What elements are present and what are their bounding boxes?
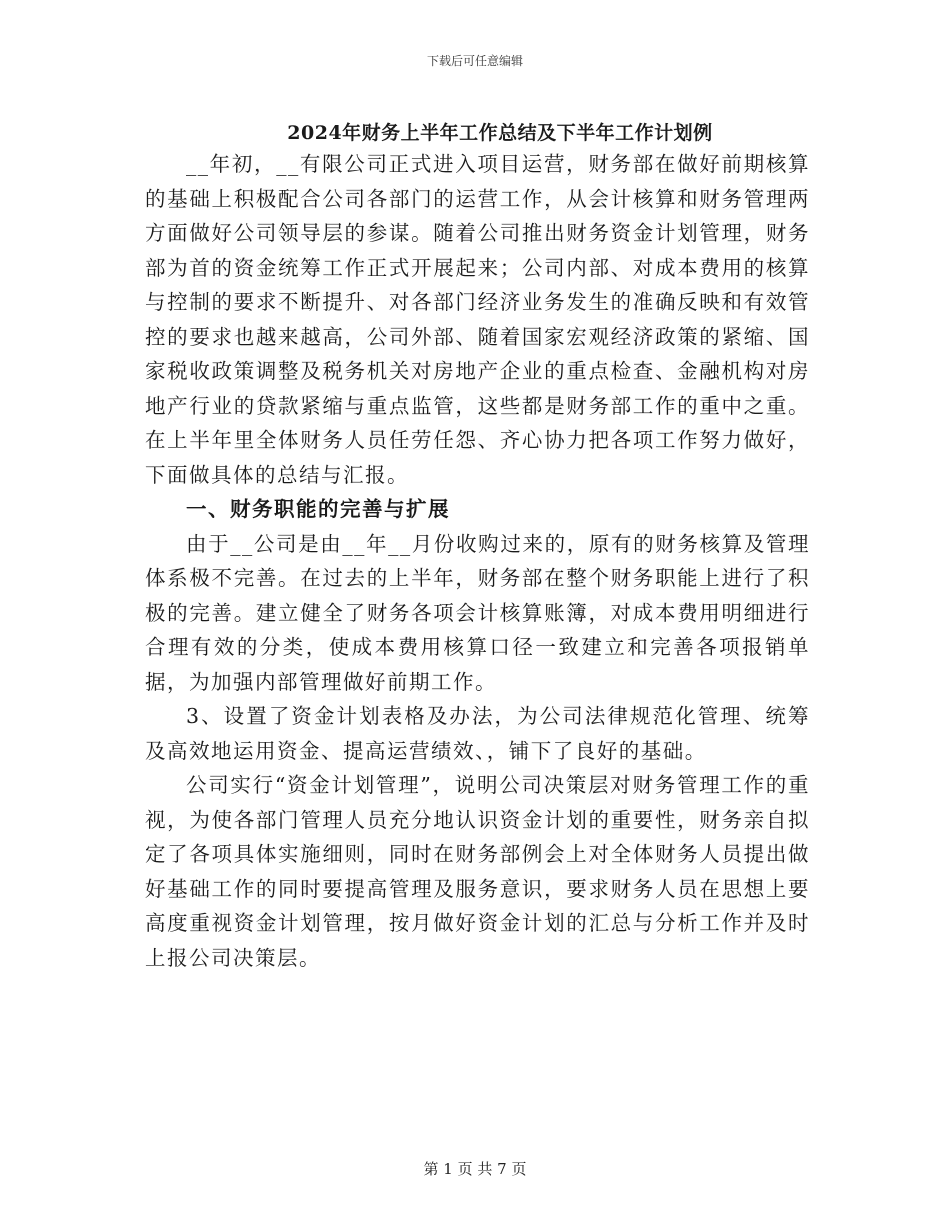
section-heading: 一、财务职能的完善与扩展: [186, 497, 450, 521]
section-paragraph: 公司实行“资金计划管理”，说明公司决策层对财务管理工作的重视，为使各部门管理人员充分地认识资金计划的重要性，财务亲自拟定了各项具体实施细则，同时在财务部例会上对全体财务人员提出做好基础工作的同时要提高管理及服务意识，要求财务人员在思想上要高度重视资金计划管理，按月做好资金计划的汇总与分析工作并及时上报公司决策层。: [145, 773, 810, 970]
intro-paragraph: __年初，__有限公司正式进入项目运营，财务部在做好前期核算的基础上积极配合公司各部门的运营工作，从会计核算和财务管理两方面做好公司领导层的参谋。随着公司推出财务资金计划管理，财务部为首的资金统筹工作正式开展起来；公司内部、对成本费用的核算与控制的要求不断提升、对各部门经济业务发生的准确反映和有效管控的要求也越来越高，公司外部、随着国家宏观经济政策的紧缩、国家税收政策调整及税务机关对房地产企业的重点检查、金融机构对房地产行业的贷款紧缩与重点监管，这些都是财务部工作的重中之重。在上半年里全体财务人员任劳任怨、齐心协力把各项工作努力做好，下面做具体的总结与汇报。: [145, 152, 810, 487]
page-number: 第 1 页 共 7 页: [423, 1160, 527, 1178]
section-paragraph: 3、设置了资金计划表格及办法，为公司法律规范化管理、统筹及高效地运用资金、提高运营绩效、，铺下了良好的基础。: [145, 704, 810, 763]
document-body: [145, 147, 810, 975]
section-paragraph: 由于__公司是由__年__月份收购过来的，原有的财务核算及管理体系极不完善。在过去的上半年，财务部在整个财务职能上进行了积极的完善。建立健全了财务各项会计核算账簿，对成本费用明细进行合理有效的分类，使成本费用核算口径一致建立和完善各项报销单据，为加强内部管理做好前期工作。: [145, 531, 810, 694]
header-note: 下载后可任意编辑: [426, 54, 523, 68]
document-title: 2024年财务上半年工作总结及下半年工作计划例: [287, 122, 713, 144]
